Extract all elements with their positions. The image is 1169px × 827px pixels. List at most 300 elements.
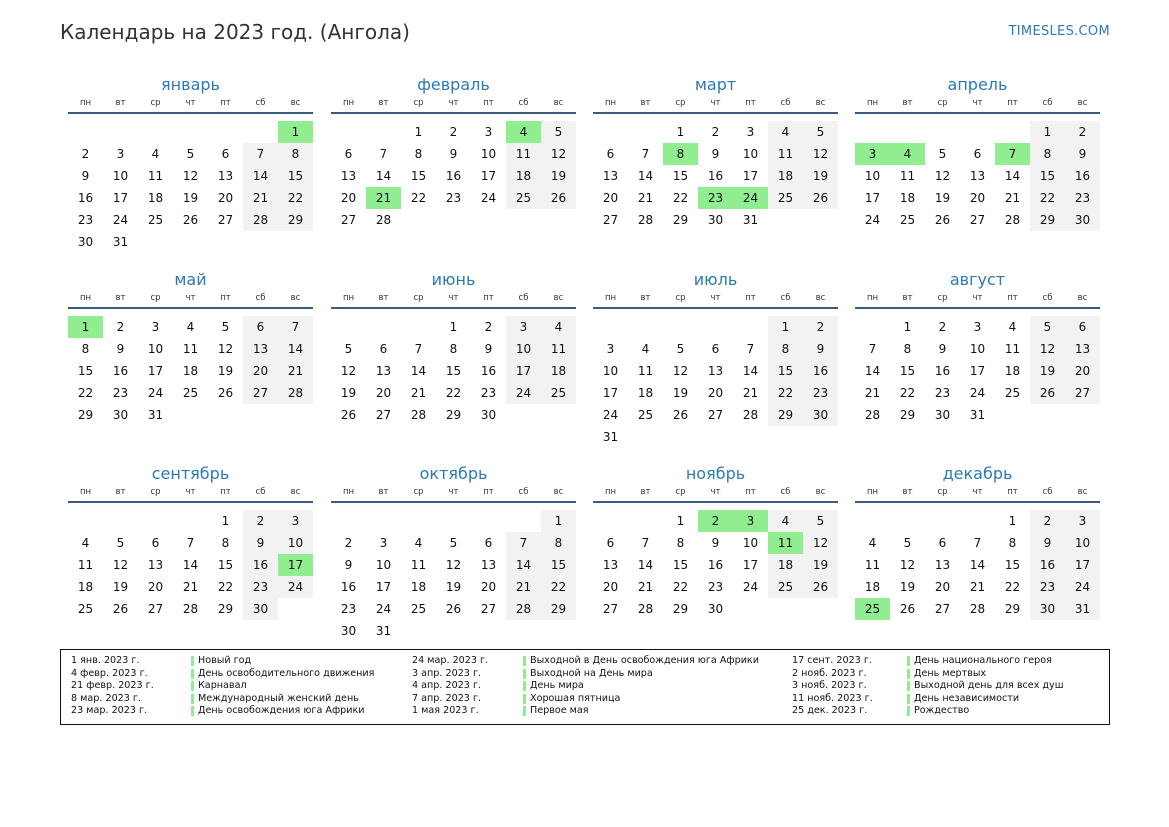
day-cell: 1 xyxy=(676,125,685,139)
weekday-header: ср xyxy=(150,98,161,108)
weekend-day: 5 xyxy=(803,510,838,532)
day-cell: 6 xyxy=(151,536,160,550)
weekend-day: 1 xyxy=(1030,121,1065,143)
day-cell: 20 xyxy=(147,580,164,594)
weekday-header: вт xyxy=(378,98,389,108)
weekday-header: ср xyxy=(675,98,686,108)
weekend-day: 20 xyxy=(1065,360,1100,382)
legend-holiday-name: Выходной день для всех душ xyxy=(907,680,1064,693)
day-cell: 25 xyxy=(182,386,199,400)
weekday-header: вс xyxy=(290,98,301,108)
holiday-legend xyxy=(60,649,1110,725)
weekend-day: 8 xyxy=(1030,143,1065,165)
header-divider xyxy=(68,112,313,114)
weekday-header: ср xyxy=(413,293,424,303)
weekday-header: пн xyxy=(604,98,617,108)
day-cell: 12 xyxy=(934,169,951,183)
weekend-day: 25 xyxy=(506,187,541,209)
header-divider xyxy=(331,307,576,309)
day-cell: 21 xyxy=(182,580,199,594)
weekday-header: пн xyxy=(79,98,92,108)
day-cell: 27 xyxy=(340,213,357,227)
legend-holiday-name: Выходной на День мира xyxy=(523,668,653,681)
day-cell: 9 xyxy=(116,342,125,356)
weekend-day: 5 xyxy=(1030,316,1065,338)
day-cell: 17 xyxy=(375,580,392,594)
day-cell: 16 xyxy=(707,558,724,572)
day-cell: 14 xyxy=(375,169,392,183)
day-cell: 1 xyxy=(221,514,230,528)
legend-date: 11 нояб. 2023 г. xyxy=(792,692,873,704)
legend-holiday-name: Хорошая пятница xyxy=(523,693,620,706)
day-cell: 10 xyxy=(602,364,619,378)
day-cell: 22 xyxy=(672,191,689,205)
day-cell: 25 xyxy=(77,602,94,616)
day-cell: 20 xyxy=(602,191,619,205)
day-cell: 22 xyxy=(899,386,916,400)
month-name: январь xyxy=(161,75,220,94)
weekend-day: 25 xyxy=(768,576,803,598)
weekend-day: 3 xyxy=(506,316,541,338)
day-cell: 21 xyxy=(637,191,654,205)
day-cell: 14 xyxy=(864,364,881,378)
weekday-header: вс xyxy=(553,487,564,497)
day-cell: 6 xyxy=(938,536,947,550)
day-cell: 22 xyxy=(672,580,689,594)
day-cell: 31 xyxy=(147,408,164,422)
day-cell: 29 xyxy=(672,602,689,616)
day-cell: 18 xyxy=(1004,364,1021,378)
weekday-header: чт xyxy=(185,487,196,497)
weekend-day: 7 xyxy=(243,143,278,165)
day-cell: 9 xyxy=(711,536,720,550)
day-cell: 10 xyxy=(375,558,392,572)
weekend-day: 28 xyxy=(243,209,278,231)
holiday-day: 8 xyxy=(663,143,698,165)
holiday-day: 3 xyxy=(855,143,890,165)
day-cell: 16 xyxy=(445,169,462,183)
weekend-day: 15 xyxy=(1030,165,1065,187)
day-cell: 16 xyxy=(934,364,951,378)
day-cell: 18 xyxy=(147,191,164,205)
day-cell: 15 xyxy=(445,364,462,378)
legend-date: 17 сент. 2023 г. xyxy=(792,655,872,666)
day-cell: 31 xyxy=(602,430,619,444)
day-cell: 23 xyxy=(112,386,129,400)
day-cell: 7 xyxy=(868,342,877,356)
weekend-day: 27 xyxy=(1065,382,1100,404)
weekend-day: 24 xyxy=(506,382,541,404)
weekend-day: 12 xyxy=(541,143,576,165)
day-cell: 14 xyxy=(637,558,654,572)
weekday-header: вт xyxy=(115,98,126,108)
day-cell: 15 xyxy=(410,169,427,183)
weekend-day: 10 xyxy=(278,532,313,554)
day-cell: 16 xyxy=(77,191,94,205)
weekend-day: 12 xyxy=(803,532,838,554)
weekend-day: 11 xyxy=(541,338,576,360)
day-cell: 28 xyxy=(182,602,199,616)
day-cell: 20 xyxy=(707,386,724,400)
day-cell: 11 xyxy=(182,342,199,356)
weekday-header: ср xyxy=(937,487,948,497)
day-cell: 15 xyxy=(77,364,94,378)
day-cell: 23 xyxy=(445,191,462,205)
weekend-day: 2 xyxy=(1030,510,1065,532)
month-name: март xyxy=(694,75,737,94)
holiday-day: 24 xyxy=(733,187,768,209)
day-cell: 28 xyxy=(742,408,759,422)
day-cell: 25 xyxy=(410,602,427,616)
day-cell: 1 xyxy=(1008,514,1017,528)
weekday-header: ср xyxy=(413,98,424,108)
day-cell: 5 xyxy=(186,147,195,161)
day-cell: 19 xyxy=(899,580,916,594)
month-name: август xyxy=(949,270,1006,289)
day-cell: 11 xyxy=(147,169,164,183)
day-cell: 3 xyxy=(379,536,388,550)
weekend-day: 24 xyxy=(278,576,313,598)
day-cell: 4 xyxy=(186,320,195,334)
day-cell: 27 xyxy=(934,602,951,616)
weekend-day: 22 xyxy=(541,576,576,598)
day-cell: 13 xyxy=(147,558,164,572)
day-cell: 30 xyxy=(340,624,357,638)
weekday-header: чт xyxy=(710,293,721,303)
weekend-day: 23 xyxy=(803,382,838,404)
weekday-header: пн xyxy=(866,487,879,497)
weekday-header: чт xyxy=(710,487,721,497)
day-cell: 29 xyxy=(899,408,916,422)
day-cell: 24 xyxy=(147,386,164,400)
day-cell: 4 xyxy=(151,147,160,161)
weekday-header: ср xyxy=(937,293,948,303)
holiday-day: 4 xyxy=(890,143,925,165)
day-cell: 26 xyxy=(340,408,357,422)
legend-date: 8 мар. 2023 г. xyxy=(71,692,142,704)
day-cell: 15 xyxy=(672,169,689,183)
header-divider xyxy=(68,307,313,309)
day-cell: 6 xyxy=(379,342,388,356)
weekend-day: 3 xyxy=(1065,510,1100,532)
weekday-header: вс xyxy=(815,487,826,497)
legend-date: 4 февр. 2023 г. xyxy=(71,667,148,679)
day-cell: 11 xyxy=(864,558,881,572)
day-cell: 11 xyxy=(1004,342,1021,356)
holiday-day: 21 xyxy=(366,187,401,209)
weekday-header: чт xyxy=(972,487,983,497)
header-divider xyxy=(855,112,1100,114)
day-cell: 24 xyxy=(602,408,619,422)
legend-holiday-name: Международный женский день xyxy=(191,693,359,706)
day-cell: 5 xyxy=(221,320,230,334)
day-cell: 20 xyxy=(340,191,357,205)
weekend-day: 2 xyxy=(243,510,278,532)
weekend-day: 14 xyxy=(243,165,278,187)
day-cell: 28 xyxy=(410,408,427,422)
weekend-day: 8 xyxy=(541,532,576,554)
holiday-day: 2 xyxy=(698,510,733,532)
weekend-day: 7 xyxy=(278,316,313,338)
weekday-header: пн xyxy=(342,293,355,303)
weekday-header: вт xyxy=(115,293,126,303)
weekend-day: 26 xyxy=(541,187,576,209)
day-cell: 24 xyxy=(112,213,129,227)
day-cell: 21 xyxy=(864,386,881,400)
weekend-day: 29 xyxy=(768,404,803,426)
weekend-day: 14 xyxy=(278,338,313,360)
weekday-header: сб xyxy=(1042,98,1053,108)
weekend-day: 9 xyxy=(1065,143,1100,165)
weekday-header: чт xyxy=(448,293,459,303)
day-cell: 27 xyxy=(602,602,619,616)
day-cell: 6 xyxy=(484,536,493,550)
weekend-day: 11 xyxy=(768,143,803,165)
day-cell: 29 xyxy=(672,213,689,227)
weekend-day: 16 xyxy=(1030,554,1065,576)
legend-date: 3 нояб. 2023 г. xyxy=(792,680,867,692)
weekday-header: вт xyxy=(378,293,389,303)
day-cell: 18 xyxy=(864,580,881,594)
weekend-day: 12 xyxy=(1030,338,1065,360)
weekend-day: 31 xyxy=(1065,598,1100,620)
weekday-header: сб xyxy=(255,487,266,497)
weekday-header: ср xyxy=(675,487,686,497)
day-cell: 30 xyxy=(112,408,129,422)
day-cell: 3 xyxy=(746,125,755,139)
legend-date: 24 мар. 2023 г. xyxy=(412,655,489,666)
weekend-day: 19 xyxy=(803,554,838,576)
holiday-day: 25 xyxy=(855,598,890,620)
holiday-day: 11 xyxy=(768,532,803,554)
day-cell: 1 xyxy=(414,125,423,139)
weekday-header: вт xyxy=(902,98,913,108)
weekday-header: пт xyxy=(1007,487,1018,497)
day-cell: 9 xyxy=(711,147,720,161)
day-cell: 23 xyxy=(707,580,724,594)
weekday-header: пт xyxy=(745,487,756,497)
legend-date: 1 янв. 2023 г. xyxy=(71,655,140,666)
day-cell: 27 xyxy=(480,602,497,616)
day-cell: 4 xyxy=(1008,320,1017,334)
day-cell: 20 xyxy=(480,580,497,594)
day-cell: 23 xyxy=(77,213,94,227)
weekend-day: 9 xyxy=(803,338,838,360)
day-cell: 19 xyxy=(672,386,689,400)
day-cell: 7 xyxy=(641,536,650,550)
day-cell: 20 xyxy=(602,580,619,594)
weekday-header: ср xyxy=(675,293,686,303)
day-cell: 11 xyxy=(77,558,94,572)
day-cell: 15 xyxy=(1004,558,1021,572)
day-cell: 10 xyxy=(864,169,881,183)
day-cell: 22 xyxy=(445,386,462,400)
weekday-header: вс xyxy=(290,293,301,303)
month-name: апрель xyxy=(947,75,1008,94)
day-cell: 6 xyxy=(973,147,982,161)
weekday-header: чт xyxy=(185,293,196,303)
day-cell: 2 xyxy=(81,147,90,161)
weekday-header: вт xyxy=(378,487,389,497)
day-cell: 29 xyxy=(77,408,94,422)
day-cell: 1 xyxy=(903,320,912,334)
day-cell: 22 xyxy=(77,386,94,400)
weekday-header: пн xyxy=(79,487,92,497)
weekday-header: пт xyxy=(1007,98,1018,108)
day-cell: 20 xyxy=(969,191,986,205)
day-cell: 28 xyxy=(375,213,392,227)
weekday-header: вт xyxy=(640,293,651,303)
day-cell: 12 xyxy=(217,342,234,356)
day-cell: 13 xyxy=(602,169,619,183)
day-cell: 5 xyxy=(676,342,685,356)
weekday-header: чт xyxy=(972,293,983,303)
day-cell: 18 xyxy=(410,580,427,594)
weekend-day: 22 xyxy=(278,187,313,209)
weekend-day: 19 xyxy=(541,165,576,187)
weekend-day: 9 xyxy=(243,532,278,554)
day-cell: 1 xyxy=(449,320,458,334)
weekday-header: пт xyxy=(483,293,494,303)
day-cell: 15 xyxy=(672,558,689,572)
day-cell: 20 xyxy=(375,386,392,400)
day-cell: 7 xyxy=(641,147,650,161)
day-cell: 3 xyxy=(484,125,493,139)
weekday-header: пт xyxy=(483,487,494,497)
day-cell: 21 xyxy=(637,580,654,594)
month-name: май xyxy=(174,270,207,289)
legend-holiday-name: День мира xyxy=(523,680,584,693)
weekday-header: вс xyxy=(1077,487,1088,497)
weekend-day: 16 xyxy=(1065,165,1100,187)
day-cell: 11 xyxy=(410,558,427,572)
day-cell: 21 xyxy=(1004,191,1021,205)
legend-date: 21 февр. 2023 г. xyxy=(71,680,154,692)
day-cell: 14 xyxy=(637,169,654,183)
day-cell: 3 xyxy=(606,342,615,356)
day-cell: 5 xyxy=(903,536,912,550)
day-cell: 19 xyxy=(934,191,951,205)
weekend-day: 10 xyxy=(1065,532,1100,554)
day-cell: 9 xyxy=(81,169,90,183)
day-cell: 25 xyxy=(1004,386,1021,400)
day-cell: 19 xyxy=(340,386,357,400)
weekday-header: сб xyxy=(518,98,529,108)
day-cell: 5 xyxy=(344,342,353,356)
day-cell: 17 xyxy=(602,386,619,400)
header-divider xyxy=(855,307,1100,309)
weekday-header: сб xyxy=(255,98,266,108)
weekday-header: пт xyxy=(483,98,494,108)
day-cell: 6 xyxy=(606,147,615,161)
weekend-day: 25 xyxy=(541,382,576,404)
day-cell: 19 xyxy=(112,580,129,594)
weekend-day: 26 xyxy=(803,576,838,598)
header-divider xyxy=(593,501,838,503)
weekend-day: 4 xyxy=(768,510,803,532)
weekend-day: 18 xyxy=(768,554,803,576)
day-cell: 13 xyxy=(340,169,357,183)
weekend-day: 9 xyxy=(1030,532,1065,554)
day-cell: 19 xyxy=(217,364,234,378)
weekday-header: вс xyxy=(290,487,301,497)
weekend-day: 8 xyxy=(278,143,313,165)
day-cell: 22 xyxy=(217,580,234,594)
weekend-day: 1 xyxy=(541,510,576,532)
day-cell: 2 xyxy=(938,320,947,334)
weekday-header: ср xyxy=(150,487,161,497)
weekend-day: 30 xyxy=(1030,598,1065,620)
day-cell: 7 xyxy=(414,342,423,356)
weekday-header: ср xyxy=(937,98,948,108)
weekday-header: чт xyxy=(972,98,983,108)
day-cell: 4 xyxy=(868,536,877,550)
month-name: февраль xyxy=(417,75,490,94)
day-cell: 30 xyxy=(707,602,724,616)
day-cell: 2 xyxy=(484,320,493,334)
day-cell: 27 xyxy=(147,602,164,616)
day-cell: 7 xyxy=(186,536,195,550)
weekday-header: пн xyxy=(604,487,617,497)
day-cell: 17 xyxy=(480,169,497,183)
day-cell: 31 xyxy=(112,235,129,249)
day-cell: 24 xyxy=(480,191,497,205)
day-cell: 3 xyxy=(973,320,982,334)
weekday-header: вс xyxy=(553,293,564,303)
weekday-header: вт xyxy=(902,487,913,497)
day-cell: 28 xyxy=(969,602,986,616)
weekend-day: 18 xyxy=(506,165,541,187)
day-cell: 7 xyxy=(973,536,982,550)
day-cell: 28 xyxy=(1004,213,1021,227)
day-cell: 21 xyxy=(742,386,759,400)
day-cell: 11 xyxy=(899,169,916,183)
day-cell: 7 xyxy=(746,342,755,356)
day-cell: 19 xyxy=(182,191,199,205)
day-cell: 13 xyxy=(707,364,724,378)
day-cell: 4 xyxy=(414,536,423,550)
header-divider xyxy=(331,112,576,114)
day-cell: 2 xyxy=(116,320,125,334)
brand-link[interactable]: TIMESLES.COM xyxy=(1008,24,1110,39)
weekday-header: сб xyxy=(780,487,791,497)
weekend-day: 15 xyxy=(541,554,576,576)
header-divider xyxy=(855,501,1100,503)
weekend-day: 11 xyxy=(506,143,541,165)
day-cell: 15 xyxy=(899,364,916,378)
legend-date: 4 апр. 2023 г. xyxy=(412,680,482,692)
day-cell: 10 xyxy=(742,536,759,550)
day-cell: 5 xyxy=(116,536,125,550)
day-cell: 12 xyxy=(672,364,689,378)
day-cell: 14 xyxy=(410,364,427,378)
day-cell: 14 xyxy=(969,558,986,572)
day-cell: 8 xyxy=(414,147,423,161)
day-cell: 13 xyxy=(602,558,619,572)
header-divider xyxy=(68,501,313,503)
day-cell: 18 xyxy=(899,191,916,205)
weekday-header: сб xyxy=(1042,487,1053,497)
holiday-day: 1 xyxy=(278,121,313,143)
legend-date: 2 нояб. 2023 г. xyxy=(792,667,867,679)
day-cell: 14 xyxy=(182,558,199,572)
day-cell: 5 xyxy=(938,147,947,161)
day-cell: 27 xyxy=(217,213,234,227)
day-cell: 18 xyxy=(637,386,654,400)
day-cell: 26 xyxy=(112,602,129,616)
weekday-header: вс xyxy=(1077,293,1088,303)
day-cell: 30 xyxy=(707,213,724,227)
